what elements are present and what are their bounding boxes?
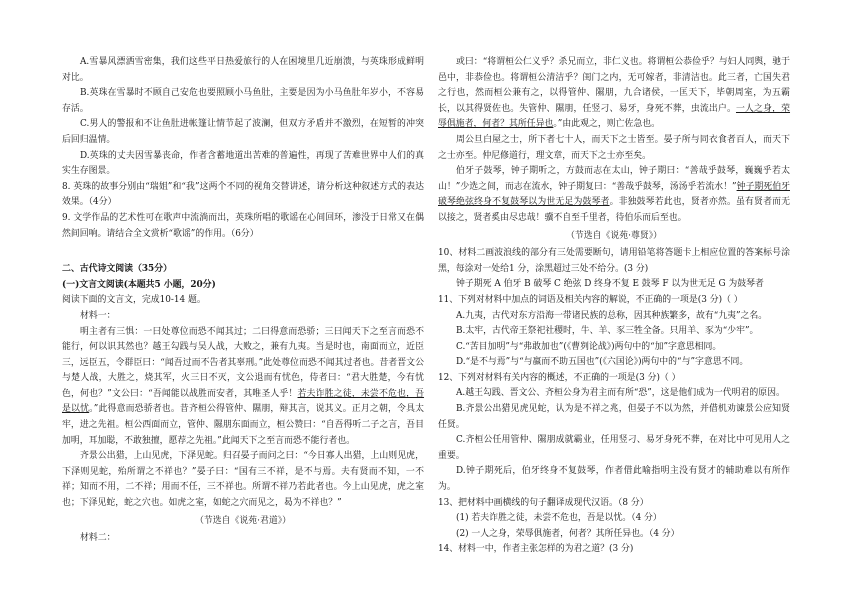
m2-wavy-line-sentence: 钟子期死伯牙破琴绝弦终身不复鼓琴以为世无足为鼓琴者	[438, 181, 790, 208]
q13-item-2: (2) 一人之身，荣辱俱施者，何者？其所任异也。（4 分）	[456, 528, 680, 539]
citation-2: （节选自《说苑·尊贤》）	[566, 230, 662, 241]
m1-text-a: 明主者有三惧：一曰处尊位而恐不闻其过；二曰得意而恐骄；三曰闻天下之至言而恐不能行，何以识其然也？越王勾践与吴人战，大败之，兼有九夷。当是时也，南面而立，近臣三，远臣五，令群臣曰：“闻吾过而不告者其辜刑。”此处尊位而恐不闻其过者也。昔者晋文公与楚人战，大胜之，烧其军，火三日不灭，文公退而有忧色，侍者曰：“君大胜楚，今有忧色，何也？”文公曰：“吾闻能以战胜而安者，其唯圣人乎！	[62, 326, 424, 399]
material-2-label: 材料二：	[80, 533, 116, 544]
question-13: 13、把材料中画横线的句子翻译成现代汉语。（8 分）	[438, 497, 649, 508]
q12-option-b: B.齐景公出猎见虎见蛇，认为是不祥之兆，但晏子不以为然，并借机劝谏景公应知贤任贤。	[438, 404, 790, 430]
q11-option-a: A.九夷，古代对东方沿海一带诸民族的总称，因其种族繁多，故有“九夷”之名。	[456, 310, 768, 321]
left-column	[62, 55, 424, 547]
q12-option-d: D.钟子期死后，伯牙终身不复鼓琴，作者借此喻指明主没有贤才的辅助难以有所作为。	[438, 466, 790, 493]
question-9: 9. 文学作品的艺术性可在歌声中流淌而出，英珠所唱的歌谣在心间回环，渗没于日常又在偶然间回响。请结合全文赏析“歌谣”的作用。（6分）	[62, 212, 424, 239]
section-2-title: 二、古代诗文阅读（35分）	[62, 264, 172, 275]
m1-underlined-sentence: 若夫诈胜之徒，未尝不危也，吾是以忧	[62, 388, 425, 415]
q7-option-c: C.男人的警报和不让鱼肚进帐篷让情节起了波澜，但双方矛盾并不激烈，在短暂的冲突后回归温情。	[62, 119, 424, 145]
section-2-subtitle: (一)文言文阅读(本题共5 小题，20分)	[62, 279, 216, 290]
citation-1: （节选自《说苑·君道》）	[195, 515, 291, 526]
q11-option-d: D.“是不与焉”与“与嬴而不助五国也”(《六国论》)两句中的“与”字意思不同。	[456, 357, 749, 368]
material-1-label: 材料一：	[80, 310, 116, 321]
m1-text-b: 。”此得意而恐骄者也。昔齐桓公得管仲、隰朋，辩其言，说其义。正月之朝，令具太牢，进之先祖。桓公西面而立，管仲、隰朋东面而立，桓公赞曰：“自吾得听二子之言，吾目加明，耳加聪，不敢独擅，愿荐之先祖。”此闻天下之至言而恐不能行者也。	[62, 404, 425, 446]
q12-option-c: C.齐桓公任用管仲、隰朋成就霸业，任用竖刁、易牙身死不葬，在对比中可见用人之重要。	[438, 435, 790, 461]
m2-p3-text-b: 。非独鼓琴若此也，贤者亦然。虽有贤者而无以接之，贤者奚由尽忠哉！骥不自至千里者，待伯乐而后至也。	[438, 197, 790, 223]
q7-option-b: B.英珠在雪暴时不顾自己安危也要照顾小马鱼肚，主要是因为小马鱼肚年岁小，不容易存活。	[62, 88, 424, 114]
material-2-paragraph-1	[438, 55, 790, 133]
material-1-paragraph-2: 齐景公出猎，上山见虎，下泽见蛇。归召晏子而问之曰：“今日寡人出猎，上山则见虎，下泽则见蛇，殆所谓之不祥也？”晏子曰：“国有三不祥，是不与焉。夫有贤而不知，一不祥；知而不用，二不祥；用而不任，三不祥也。所谓不祥乃若此者也。今上山见虎，虎之室也；下泽见蛇，蛇之穴也。如虎之室，如蛇之穴而见之，曷为不祥也？”	[62, 451, 424, 509]
q7-option-d: D.英珠的丈夫因雪暴丧命，作者含蓄地道出苦难的普遍性，再现了苦难世界中人们的真实生存图景。	[62, 150, 424, 177]
m2-p3-text-a: 伯牙子鼓琴，钟子期听之，方鼓而志在太山，钟子期曰：“善哉乎鼓琴，巍巍乎若太山！”少选之间，而志在流水，钟子期复曰：“善哉乎鼓琴，汤汤乎若流水！”	[438, 166, 790, 192]
question-10-line: 钟子期死 A 伯牙 B 破琴 C 绝弦 D 终身不复 E 鼓琴 F 以为世无足 G 为鼓琴者	[456, 279, 764, 290]
material-2-paragraph-3	[438, 164, 790, 226]
question-14: 14、材料一中，作者主张怎样的为君之道？(3 分)	[438, 544, 634, 555]
q11-option-b: B.太牢，古代帝王祭祀社稷时，牛、羊、豕三牲全备。只用羊、豕为“少牢”。	[456, 326, 759, 337]
material-1-paragraph-1	[62, 325, 424, 450]
right-column	[438, 55, 790, 558]
question-8: 8. 英珠的故事分别由“瑞姐”和“我”这两个不同的视角交替讲述，请分析这种叙述方式的表达效果。（4分）	[62, 181, 424, 208]
question-11: 11、下列对材料中加点的词语及相关内容的解说，不正确的一项是(3 分)（ ）	[438, 294, 743, 305]
material-2-paragraph-2: 周公旦白屋之士，所下者七十人，而天下之士皆至。晏子所与同衣食者百人，而天下之士亦至。仲尼修道行，理文章，而天下之士亦至矣。	[438, 134, 790, 161]
q7-option-a: A.雪暴风漂洒雪密集，我们这些平日热爱旅行的人在困境里几近崩溃，与英珠形成鲜明对比。	[62, 57, 424, 83]
question-10: 10、材料二画波浪线的部分有三处需要断句，请用铅笔将答题卡上相应位置的答案标号涂黑，每涂对一处给1 分，涂黑超过三处不给分。(3 分)	[438, 248, 790, 274]
m2-text-a: 或曰：“将谓桓公仁义乎？杀兄而立，非仁义也。将谓桓公恭俭乎？与妇人同舆，驰于邑中，非恭俭也。将谓桓公清洁乎？闺门之内，无可嫁者，非清洁也。此三者，亡国失君之行也，然而桓公兼有之，以得管仲、隰朋，九合诸侯，一匡天下，毕朝周室，为五霸长，以其得贤佐也。失管仲、隰朋，任竖刁、易牙，身死不葬，虫流出户。	[438, 57, 790, 114]
q11-option-c: C.“苦目加明”与“弗敢加也”(《曹刿论战》)两句中的“加”字意思相同。	[456, 341, 722, 352]
q12-option-a: A.越王勾践、晋文公、齐桓公身为君主而有所“恐”，这是他们成为一代明君的原因。	[456, 388, 785, 399]
m2-text-b: 。”由此观之，则亡佐急也。	[553, 119, 660, 130]
question-12: 12、下列对材料有关内容的概述，不正确的一项是(3 分)（ ）	[438, 372, 681, 383]
m2-underlined-sentence: 一人之身，荣辱俱施者，何者？其所任异也	[438, 103, 791, 130]
reading-instruction: 阅读下面的文言文，完成10-14 题。	[62, 295, 206, 306]
q13-item-1: (1) 若夫诈胜之徒，未尝不危也，吾是以忧。（4 分）	[456, 513, 662, 524]
